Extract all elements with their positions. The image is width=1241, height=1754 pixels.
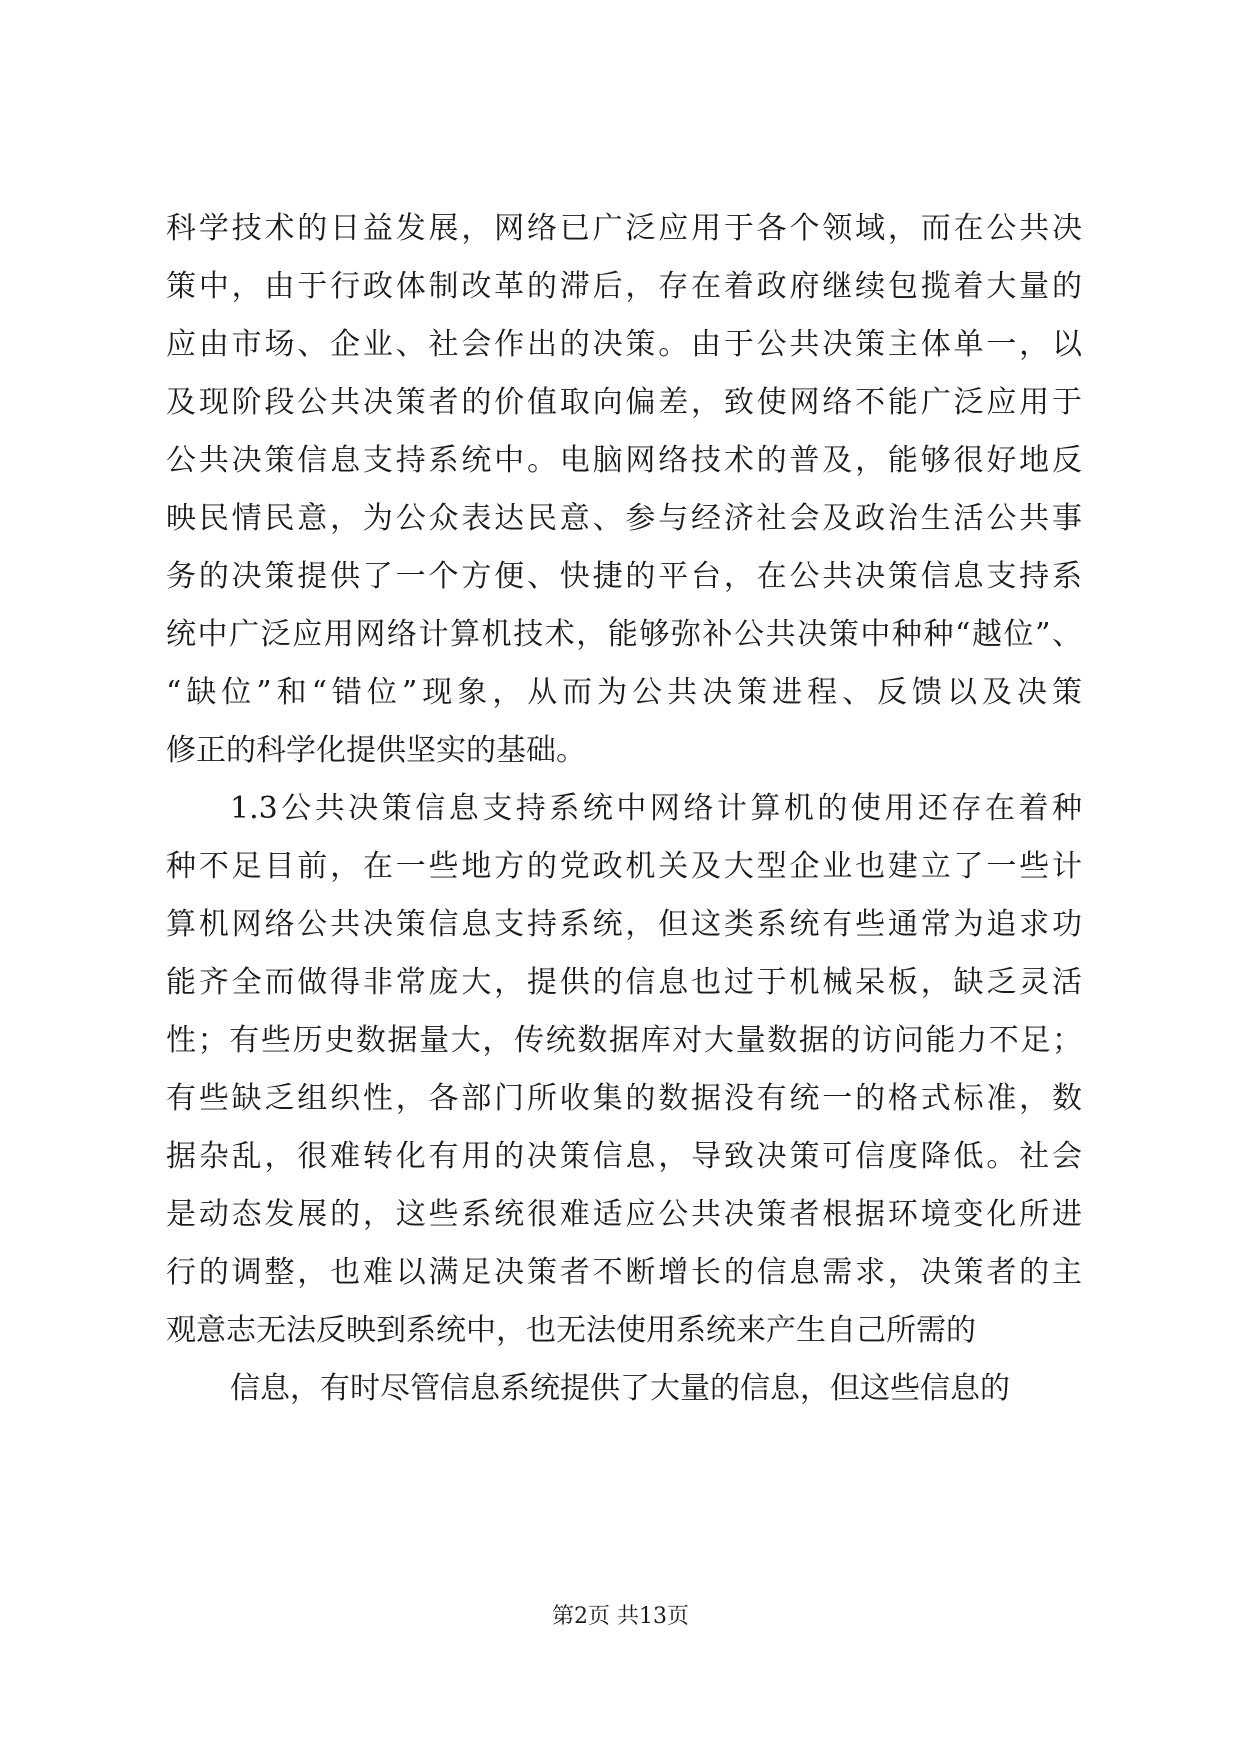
page-number-footer: 第2页 共13页 xyxy=(552,1604,689,1629)
paragraph-1-line-3: 应由市场、企业、社会作出的决策。由于公共决策主体单一，以 xyxy=(166,327,1082,362)
paragraph-1-line-5: 公共决策信息支持系统中。电脑网络技术的普及，能够很好地反 xyxy=(166,443,1082,478)
paragraph-2-line-5: 性；有些历史数据量大，传统数据库对大量数据的访问能力不足； xyxy=(166,1023,1082,1058)
paragraph-3-line-1: 信息，有时尽管信息系统提供了大量的信息，但这些信息的 xyxy=(230,1371,1010,1406)
paragraph-2-line-8: 是动态发展的，这些系统很难适应公共决策者根据环境变化所进 xyxy=(166,1197,1082,1232)
paragraph-2-line-7: 据杂乱，很难转化有用的决策信息，导致决策可信度降低。社会 xyxy=(166,1139,1082,1174)
paragraph-1-line-8: 统中广泛应用网络计算机技术，能够弥补公共决策中种种“越位”、 xyxy=(166,617,1082,652)
paragraph-2-line-2: 种不足目前，在一些地方的党政机关及大型企业也建立了一些计 xyxy=(166,849,1082,884)
paragraph-1-line-9: “缺位”和“错位”现象，从而为公共决策进程、反馈以及决策 xyxy=(166,675,1082,710)
paragraph-1-line-7: 务的决策提供了一个方便、快捷的平台，在公共决策信息支持系 xyxy=(166,559,1082,594)
paragraph-1-line-1: 科学技术的日益发展，网络已广泛应用于各个领域，而在公共决 xyxy=(166,211,1082,246)
paragraph-2-line-10: 观意志无法反映到系统中，也无法使用系统来产生自己所需的 xyxy=(166,1313,976,1348)
paragraph-1-line-4: 及现阶段公共决策者的价值取向偏差，致使网络不能广泛应用于 xyxy=(166,385,1082,420)
paragraph-2-line-1: 1.3公共决策信息支持系统中网络计算机的使用还存在着种 xyxy=(230,791,1082,826)
paragraph-2-line-3: 算机网络公共决策信息支持系统，但这类系统有些通常为追求功 xyxy=(166,907,1082,942)
paragraph-1-line-10: 修正的科学化提供坚实的基础。 xyxy=(166,733,586,768)
paragraph-1-line-2: 策中，由于行政体制改革的滞后，存在着政府继续包揽着大量的 xyxy=(166,269,1082,304)
paragraph-2-line-9: 行的调整，也难以满足决策者不断增长的信息需求，决策者的主 xyxy=(166,1255,1082,1290)
paragraph-2-line-4: 能齐全而做得非常庞大，提供的信息也过于机械呆板，缺乏灵活 xyxy=(166,965,1082,1000)
paragraph-2-line-6: 有些缺乏组织性，各部门所收集的数据没有统一的格式标准，数 xyxy=(166,1081,1082,1116)
paragraph-1-line-6: 映民情民意，为公众表达民意、参与经济社会及政治生活公共事 xyxy=(166,501,1082,536)
